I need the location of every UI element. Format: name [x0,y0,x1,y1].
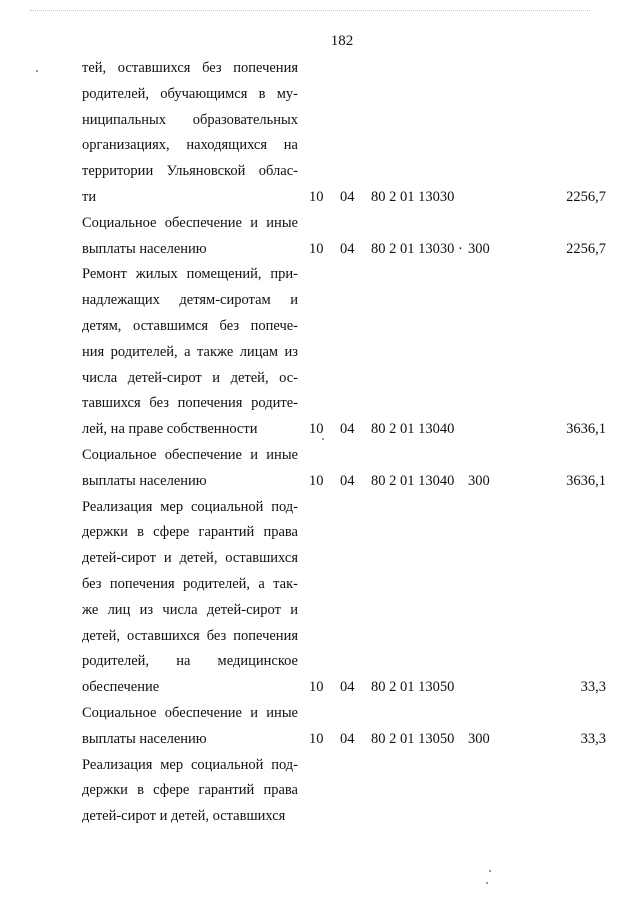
table-row [0,443,640,495]
description-line: ния родителей, а также лицам из [82,343,298,360]
table-row [0,262,640,443]
row-description [82,753,298,830]
description-line: детей, оставшихся без попечения [82,627,298,644]
section-code: 10 [309,421,324,438]
description-line: Реализация мер социальной под- [82,498,298,515]
description-line: организациях, находящихся на [82,137,298,154]
table-row [0,753,640,830]
target-article-code: 80 2 01 13030 [371,188,455,205]
section-code: 10 [309,240,324,257]
description-line: Социальное обеспечение и иные [82,704,298,721]
subsection-code: 04 [340,730,355,747]
description-line: выплаты населению [82,240,207,257]
description-line: лей, на праве собственности [82,421,258,438]
scan-speck [486,882,488,884]
expense-type-code: 300 [468,730,490,747]
description-line: числа детей-сирот и детей, ос- [82,369,298,386]
scan-speck [489,870,491,872]
target-article-code: 80 2 01 13050 [371,679,455,696]
description-line: ниципальных образовательных [82,111,298,128]
scan-speck [322,438,324,440]
description-line: выплаты населению [82,730,207,747]
description-line: Социальное обеспечение и иные [82,446,298,463]
subsection-code: 04 [340,421,355,438]
amount: 3636,1 [566,421,606,438]
description-line: Ремонт жилых помещений, при- [82,266,298,283]
scan-speck [36,70,38,72]
table-row [0,211,640,263]
scan-artifact-line [30,10,590,12]
description-line: Социальное обеспечение и иные [82,214,298,231]
subsection-code: 04 [340,679,355,696]
table-row [0,56,640,211]
row-description [82,211,298,263]
description-line: Реализация мер социальной под- [82,756,298,773]
description-line: без попечения родителей, а так- [82,575,298,592]
table-row [0,701,640,753]
table-row [0,495,640,701]
subsection-code: 04 [340,472,355,489]
row-description [82,701,298,753]
description-line: территории Ульяновской облас- [82,163,298,180]
description-line: тей, оставшихся без попечения [82,60,298,76]
amount: 3636,1 [566,472,606,489]
subsection-code: 04 [340,188,355,205]
section-code: 10 [309,730,324,747]
expense-type-code: 300 [468,240,490,257]
budget-table [0,56,640,830]
description-line: выплаты населению [82,472,207,489]
section-code: 10 [309,472,324,489]
description-line: обеспечение [82,679,160,696]
target-article-code: 80 2 01 13050 [371,730,455,747]
section-code: 10 [309,679,324,696]
amount: 2256,7 [566,188,606,205]
target-article-code: 80 2 01 13040 [371,472,455,489]
description-line: тавшихся без попечения родите- [82,395,298,412]
description-line: же лиц из числа детей-сирот и [82,601,298,618]
description-line: родителей, на медицинское [82,653,298,670]
page-number: 182 [330,33,354,49]
section-code: 10 [309,188,324,205]
description-line: держки в сфере гарантий права [82,782,298,799]
row-description [82,56,298,211]
row-description [82,443,298,495]
description-line: ти [82,188,97,205]
expense-type-code: 300 [468,472,490,489]
target-article-code: 80 2 01 13040 [371,421,455,438]
subsection-code: 04 [340,240,355,257]
row-description [82,495,298,701]
amount: 33,3 [580,730,606,747]
description-line: надлежащих детям-сиротам и [82,292,298,309]
description-line: держки в сфере гарантий права [82,524,298,541]
description-line: детям, оставшимся без попече- [82,317,298,334]
description-line: детей-сирот и детей, оставшихся [82,808,286,825]
description-line: детей-сирот и детей, оставшихся [82,550,298,567]
amount: 33,3 [580,679,606,696]
row-description [82,262,298,443]
target-article-code: 80 2 01 13030 · [371,240,463,257]
amount: 2256,7 [566,240,606,257]
description-line: родителей, обучающимся в му- [82,85,298,102]
